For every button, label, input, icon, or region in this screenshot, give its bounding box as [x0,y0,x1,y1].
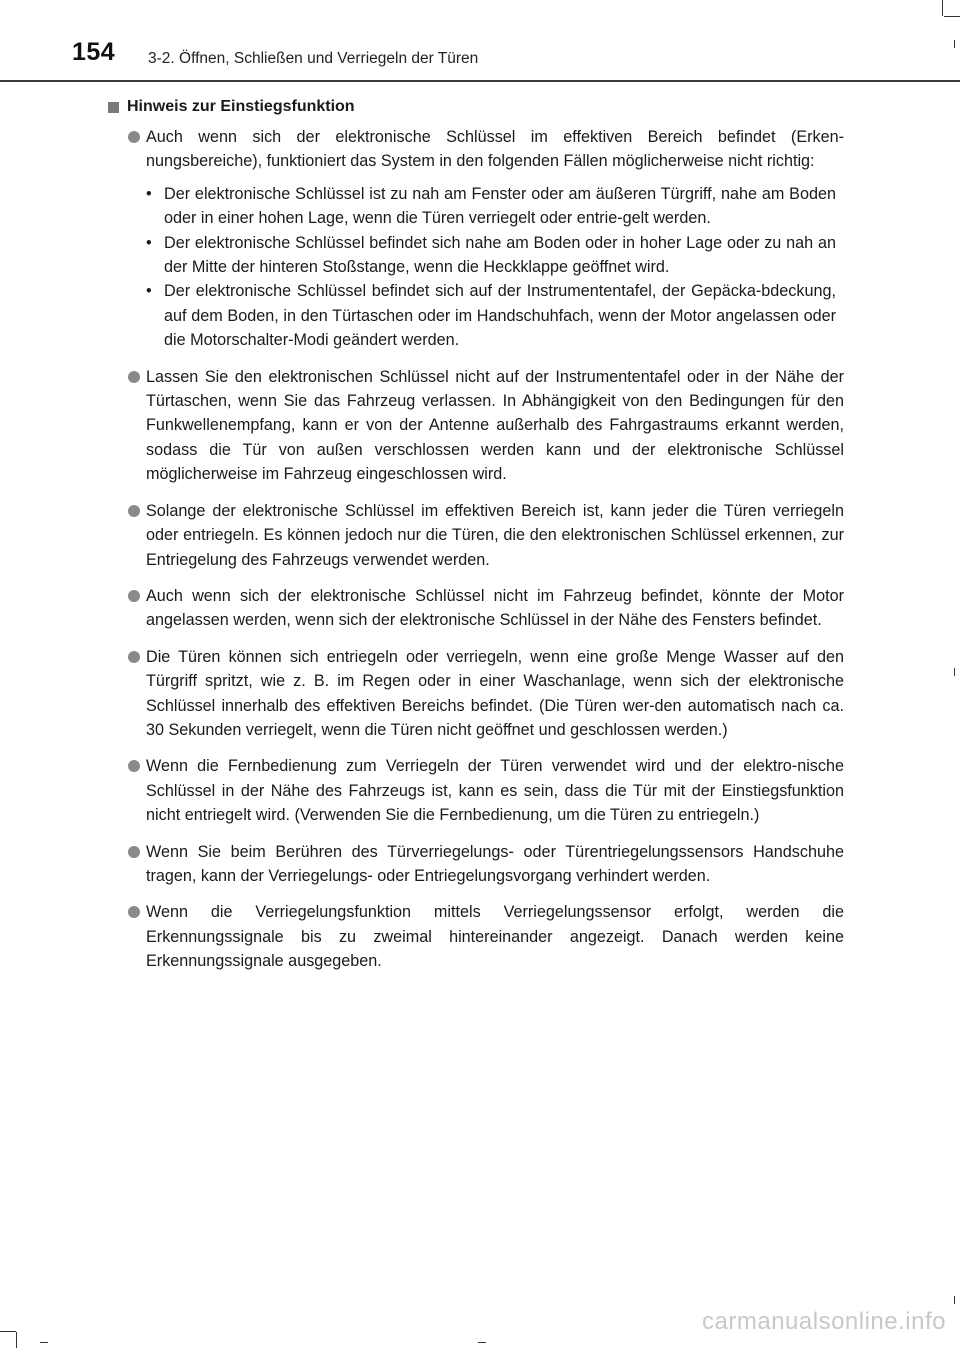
list-item [108,645,844,743]
section-heading [108,95,844,119]
crop-mark-bottom-left [16,1332,17,1348]
circle-bullet-icon [128,760,140,772]
list-item-text: Wenn die Fernbedienung zum Verriegeln der Türen verwendet wird und der elektro-nische Schlüssel in der Nähe des Fahrzeugs ist, kann es sein, dass die Tür mit der Einstiegsfunktion nicht entriegelt wird. (Verwenden Sie die Fernbedienung, um die Türen zu entriegeln.) [146,757,844,825]
list-item-text: Wenn die Verriegelungsfunktion mittels Verriegelungssensor erfolgt, werden die Erkennungssignale bis zu zweimal hintereinander angezeigt. Danach werden keine Erkennungssignale ausgegeben. [146,903,844,971]
crop-mark-right-tick-2 [954,668,955,676]
list-item-text: Auch wenn sich der elektronische Schlüssel im effektiven Bereich befindet (Erken-nungsbereiche), funktioniert das System in den folgenden Fällen möglicherweise nicht richtig: [146,128,844,171]
list-item-text: Lassen Sie den elektronischen Schlüssel nicht auf der Instrumententafel oder in der Nähe der Türtaschen, wenn Sie das Fahrzeug verlassen. In Abhängigkeit von den Bedingungen für den Funkwellenempfang, kann er von der Antenne außerhalb des Fahrgastraums erkannt werden, sodass die Tür von außen verschlossen werden kann und der elektronische Schlüssel möglicherweise im Fahrzeug eingeschlossen wird. [146,367,844,484]
list-item [108,754,844,827]
sublist-item [146,182,844,231]
page-header [0,0,960,78]
chapter-title: 3-2. Öffnen, Schließen und Verriegeln der Türen [148,50,479,67]
list-item [108,499,844,572]
crop-mark-bottom-tick-2 [478,1342,486,1343]
crop-mark-top-right-h [944,16,960,17]
list-item [108,584,844,633]
dot-marker-icon: • [146,184,152,203]
circle-bullet-icon [128,906,140,918]
list-item [108,840,844,889]
circle-bullet-icon [128,131,140,143]
sublist-item-text: Der elektronische Schlüssel befindet sich nahe am Boden oder in hoher Lage oder zu nah an der Mitte der hinteren Stoßstange, wenn die Heckklappe geöffnet wird. [164,233,836,277]
circle-bullet-icon [128,505,140,517]
circle-bullet-icon [128,590,140,602]
list-item-text: Solange der elektronische Schlüssel im effektiven Bereich ist, kann jeder die Türen verriegeln oder entriegeln. Es können jedoch nur die Türen, die den elektronischen Schlüssel erkennen, zur Entriegelung des Fahrzeugs verwendet werden. [146,501,844,569]
list-item-text: Die Türen können sich entriegeln oder verriegeln, wenn eine große Menge Wasser auf den Türgriff spritzt, wie z. B. im Regen oder in einer Waschanlage, wenn sich der elektronische Schlüssel innerhalb des effektiven Bereichs befindet. (Die Türen wer-den automatisch nach ca. 30 Sekunden verriegelt, wenn die Türen nicht geöffnet und geschlossen werden.) [146,647,844,739]
list-item-text: Wenn Sie beim Berühren des Türverriegelungs- oder Türentriegelungssensors Handschuhe tragen, kann der Verriegelungs- oder Entriegelungsvorgang verhindert werden. [146,842,844,885]
main-content [108,95,844,986]
list-item [108,900,844,973]
crop-mark-bottom-tick-1 [40,1342,48,1343]
list-item-text: Auch wenn sich der elektronische Schlüssel nicht im Fahrzeug befindet, könnte der Motor angelassen werden, wenn sich der elektronische Schlüssel in der Nähe des Fensters befindet. [146,586,844,630]
list-item [108,125,844,353]
sublist-item [146,279,844,352]
list-item [108,365,844,487]
page-number: 154 [72,38,116,66]
sublist-item-text: Der elektronische Schlüssel ist zu nah am Fenster oder am äußeren Türgriff, nahe am Boden oder in einer hohen Lage, wenn die Türen verriegelt oder entrie-gelt werden. [164,184,836,228]
section-heading-text: Hinweis zur Einstiegsfunktion [127,98,355,115]
square-bullet-icon [108,102,119,113]
sublist [146,182,844,353]
circle-bullet-icon [128,371,140,383]
dot-marker-icon: • [146,233,152,252]
crop-mark-right-tick-1 [954,40,955,48]
sublist-item [146,231,844,280]
dot-marker-icon: • [146,282,152,301]
crop-mark-bottom-left-h [0,1331,16,1332]
crop-mark-right-tick-3 [954,1296,955,1304]
header-rule [0,80,960,82]
circle-bullet-icon [128,651,140,663]
sublist-item-text: Der elektronische Schlüssel befindet sich auf der Instrumententafel, der Gepäcka-bdeckung, auf dem Boden, in den Türtaschen oder im Handschuhfach, wenn der Motor angelassen oder die Motorschalter-Modi geändert werden. [164,282,836,350]
circle-bullet-icon [128,846,140,858]
crop-mark-top-right [942,0,943,16]
watermark: carmanualsonline.info [702,1308,946,1335]
